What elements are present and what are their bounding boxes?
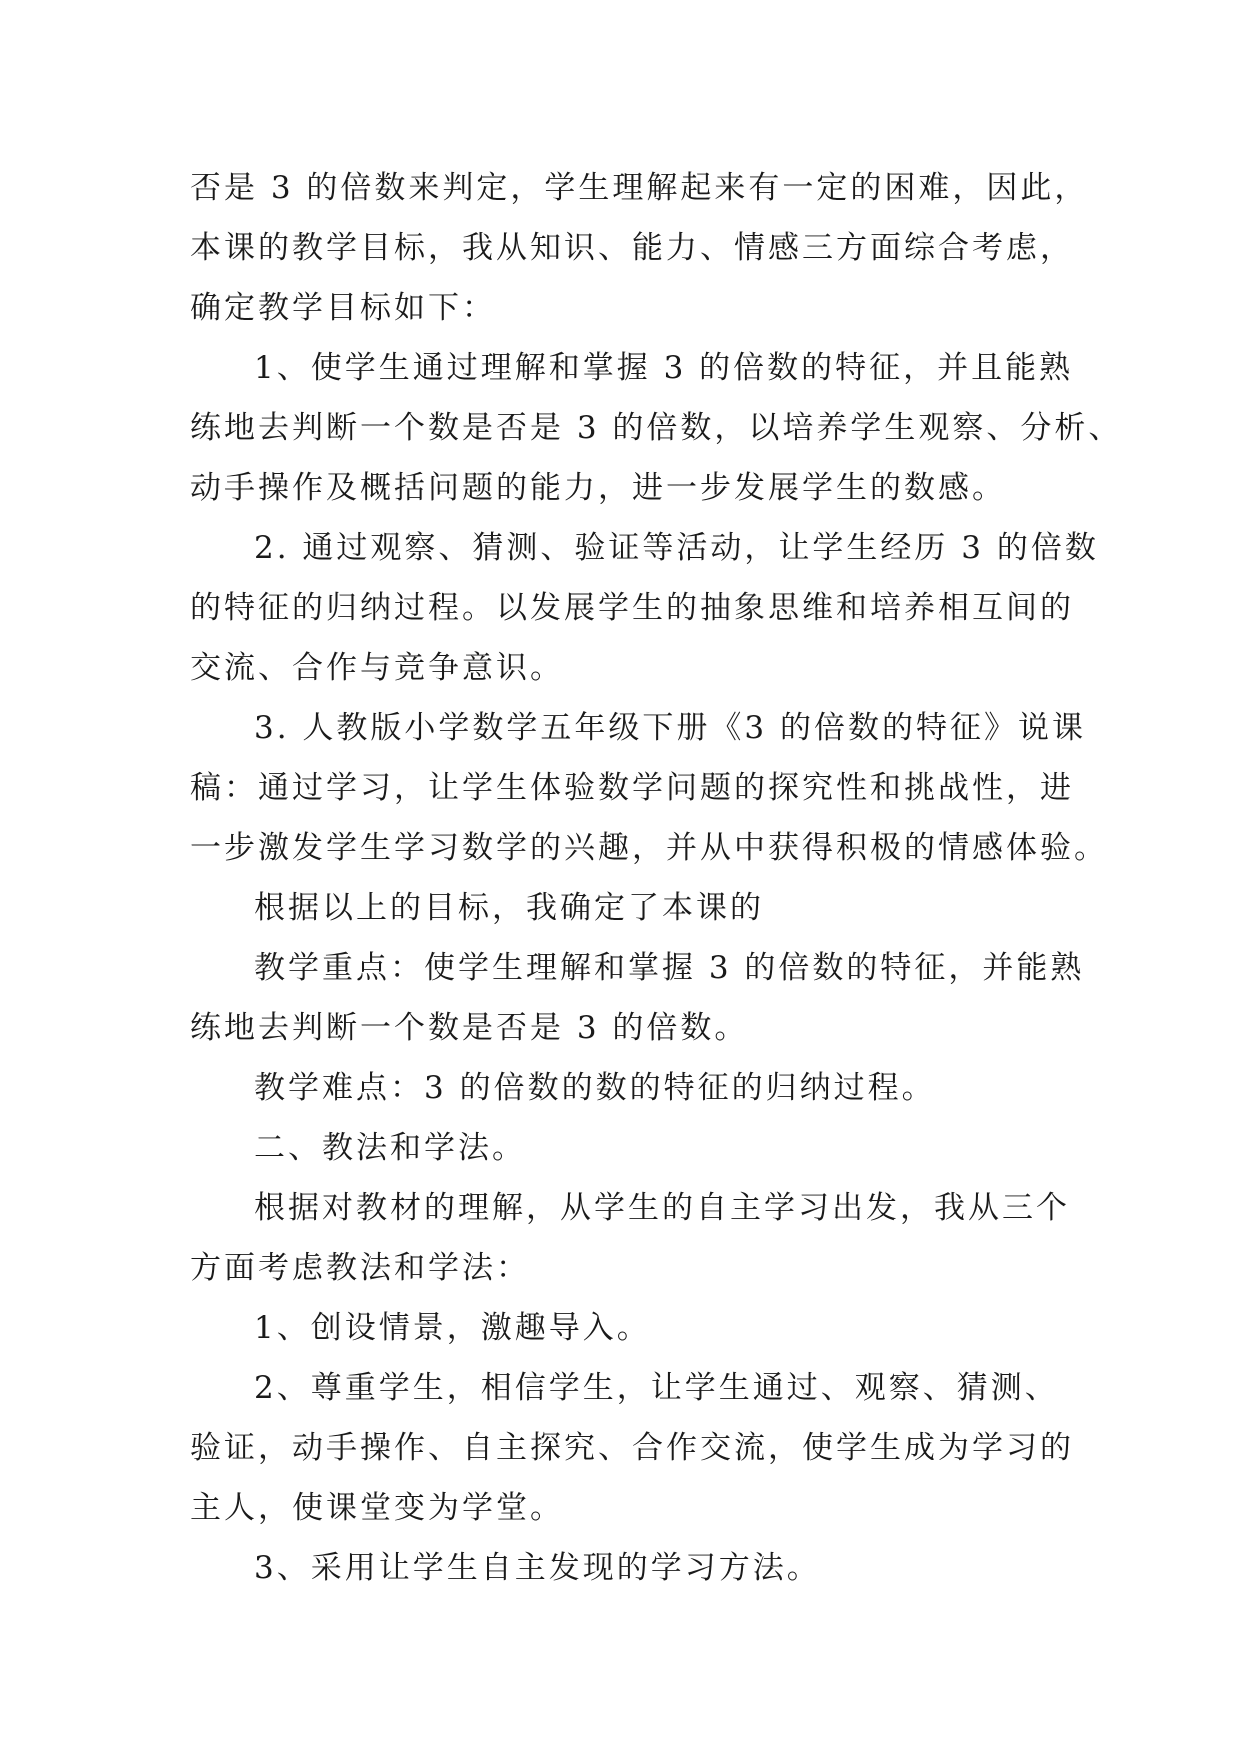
paragraph: [190, 338, 1123, 518]
text-line: 方面考虑教法和学法：: [190, 1250, 530, 1286]
paragraph: [190, 1058, 1050, 1118]
text-line: 3、采用让学生自主发现的学习方法。: [254, 1550, 821, 1586]
paragraph: [190, 878, 1050, 938]
section-heading: [190, 1118, 1050, 1178]
document-page: [190, 158, 1123, 1598]
paragraph: [190, 938, 1085, 1058]
paragraph: [190, 158, 1089, 338]
text-line: 验证，动手操作、自主探究、合作交流，使学生成为学习的: [190, 1430, 1074, 1466]
text-line: 根据以上的目标，我确定了本课的: [254, 890, 764, 926]
paragraph: [190, 1538, 1050, 1598]
text-line: 2. 通过观察、猜测、验证等活动，让学生经历 3 的倍数: [254, 530, 1099, 566]
text-line: 教学重点：使学生理解和掌握 3 的倍数的特征，并能熟: [254, 950, 1085, 986]
text-line: 稿：通过学习，让学生体验数学问题的探究性和挑战性，进: [190, 770, 1074, 806]
text-line: 交流、合作与竞争意识。: [190, 650, 564, 686]
text-line: 一步激发学生学习数学的兴趣，并从中获得积极的情感体验。: [190, 830, 1108, 866]
text-line: 练地去判断一个数是否是 3 的倍数，以培养学生观察、分析、: [190, 410, 1123, 446]
text-line: 动手操作及概括问题的能力，进一步发展学生的数感。: [190, 470, 1006, 506]
text-line: 教学难点：3 的倍数的数的特征的归纳过程。: [254, 1070, 936, 1106]
text-line: 1、创设情景，激趣导入。: [254, 1310, 651, 1346]
text-line: 二、教法和学法。: [254, 1130, 526, 1166]
text-line: 2、尊重学生，相信学生，让学生通过、观察、猜测、: [254, 1370, 1059, 1406]
text-line: 根据对教材的理解，从学生的自主学习出发，我从三个: [254, 1190, 1070, 1226]
paragraph: [190, 1298, 1050, 1358]
paragraph: [190, 1178, 1070, 1298]
text-line: 确定教学目标如下：: [190, 290, 496, 326]
text-line: 1、使学生通过理解和掌握 3 的倍数的特征，并且能熟: [254, 350, 1074, 386]
text-line: 否是 3 的倍数来判定，学生理解起来有一定的困难，因此，: [190, 170, 1089, 206]
paragraph: [190, 698, 1108, 878]
text-line: 主人，使课堂变为学堂。: [190, 1490, 564, 1526]
text-line: 本课的教学目标，我从知识、能力、情感三方面综合考虑，: [190, 230, 1074, 266]
paragraph: [190, 1358, 1074, 1538]
paragraph: [190, 518, 1099, 698]
text-line: 的特征的归纳过程。以发展学生的抽象思维和培养相互间的: [190, 590, 1074, 626]
text-line: 3. 人教版小学数学五年级下册《3 的倍数的特征》说课: [254, 710, 1087, 746]
text-line: 练地去判断一个数是否是 3 的倍数。: [190, 1010, 749, 1046]
